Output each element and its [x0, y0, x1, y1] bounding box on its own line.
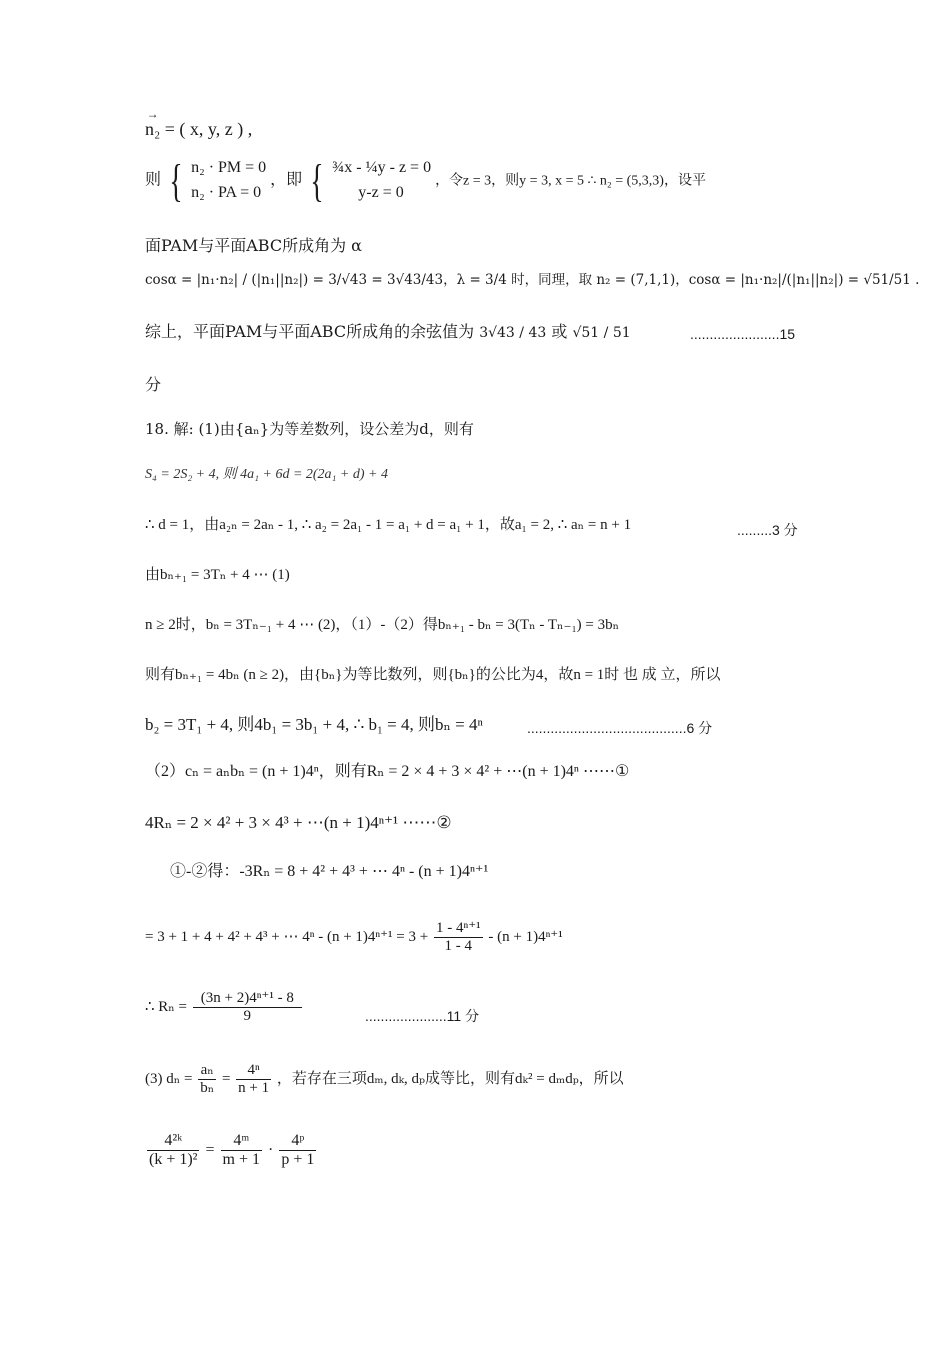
q18-line-13-tail: ，若存在三项dₘ, dₖ, dₚ成等比，则有dₖ² = dₘdₚ，所以	[276, 1071, 624, 1088]
multiply-dot: ·	[267, 1141, 274, 1159]
fraction-numerator: 1 - 4ⁿ⁺¹	[434, 920, 483, 938]
q18-line-5: n ≥ 2时，bₙ = 3Tₙ₋₁ + 4 ⋯ (2)，（1）-（2）得bₙ₊₁ - bₙ = 3(Tₙ - Tₙ₋₁) = 3bₙ	[145, 617, 620, 633]
q18-line-3: ∴ d = 1，由a₂ₙ = 2aₙ - 1, ∴ a₂ = 2a₁ - 1 = a₁ + d = a₁ + 1，故a₁ = 2, ∴ aₙ = n + 1	[145, 517, 632, 533]
fraction-denominator: p + 1	[281, 1151, 315, 1169]
fraction-numerator: 4ᵐ	[221, 1132, 262, 1151]
q18-header: 18. 解: (1)由{aₙ}为等差数列，设公差为d，则有	[145, 420, 474, 438]
q18-line-10: ①-②得：-3Rₙ = 8 + 4² + 4³ + ⋯ 4ⁿ - (n + 1)4ⁿ⁺¹	[170, 863, 489, 880]
fraction-denominator: (k + 1)²	[149, 1151, 198, 1169]
score-marker-3: .........3 分	[737, 522, 798, 538]
q18-line-11-tail: - (n + 1)4ⁿ⁺¹	[488, 929, 563, 946]
fraction-denominator: 1 - 4	[444, 938, 473, 955]
conclusion-line	[145, 322, 631, 343]
system-1-eq2: n₂ · PA = 0	[191, 183, 262, 201]
system-1-eq1: n₂ · PM = 0	[191, 159, 267, 176]
q18-line-8: （2）cₙ = aₙbₙ = (n + 1)4ⁿ，则有Rₙ = 2 × 4 + 3 × 4² + ⋯(n + 1)4ⁿ ⋯⋯①	[145, 763, 630, 780]
dn-fraction-1	[198, 1062, 216, 1098]
fraction-numerator: (3n + 2)4ⁿ⁺¹ - 8	[193, 990, 302, 1008]
equation-system-line	[145, 156, 706, 206]
q18-line-14	[145, 1132, 318, 1170]
dn-prefix: (3) dₙ =	[145, 1071, 193, 1088]
angle-definition: 面PAM与平面ABC所成角为 α	[145, 236, 362, 255]
system-label: 则	[145, 171, 162, 189]
q18-line-4: 由bₙ₊₁ = 3Tₙ + 4 ⋯ (1)	[145, 567, 290, 583]
system-1	[191, 156, 266, 206]
system-conclusion: ，令z = 3，则y = 3, x = 5 ∴ n₂ = (5,3,3)，设平	[435, 173, 706, 189]
equals-sign: =	[221, 1071, 231, 1088]
geometric-condition-fraction-3	[279, 1132, 316, 1170]
fraction-numerator: 4ᵖ	[279, 1132, 316, 1151]
fraction-denominator: n + 1	[238, 1080, 270, 1097]
system-2-eq2: y-z = 0	[358, 183, 404, 201]
q18-line-11-head: = 3 + 1 + 4 + 4² + 4³ + ⋯ 4ⁿ - (n + 1)4ⁿ⁺¹ = 3 +	[145, 929, 429, 946]
score-marker-6: .........................................6 分	[527, 720, 713, 736]
dn-fraction-2	[236, 1062, 271, 1098]
geometric-condition-fraction-2	[221, 1132, 262, 1170]
fraction-denominator: bₙ	[200, 1080, 215, 1097]
q18-line-6: 则有bₙ₊₁ = 4bₙ (n ≥ 2)，由{bₙ}为等比数列，则{bₙ}的公比为4，故n = 1时 也 成 立，所以	[145, 667, 721, 683]
score-marker-11: .....................11 分	[365, 1008, 480, 1024]
q18-line-9: 4Rₙ = 2 × 4² + 3 × 4³ + ⋯(n + 1)4ⁿ⁺¹ ⋯⋯②	[145, 813, 452, 832]
or-text: 或	[551, 322, 568, 341]
cos-value-1: 3√43 / 43	[479, 325, 547, 341]
fraction-numerator: 4²ᵏ	[147, 1132, 199, 1151]
left-brace-icon: {	[310, 154, 324, 206]
system-connector: ，即	[270, 171, 303, 189]
score-marker-15: .......................15	[690, 326, 796, 342]
equals-sign: =	[205, 1141, 215, 1159]
vector-n2-components: = ( x, y, z ) ,	[164, 119, 253, 139]
system-2	[332, 156, 431, 206]
q18-line-11	[145, 920, 563, 956]
fraction-denominator: m + 1	[222, 1151, 260, 1169]
q18-line-12	[145, 990, 304, 1026]
geometric-sum-fraction	[434, 920, 483, 956]
fraction-numerator: aₙ	[198, 1062, 216, 1080]
fraction-denominator: 9	[243, 1008, 252, 1025]
rn-fraction	[193, 990, 302, 1026]
score-unit: 分	[145, 375, 162, 394]
geometric-condition-fraction-1	[147, 1132, 199, 1170]
rn-prefix: ∴ Rₙ =	[145, 999, 187, 1016]
left-brace-icon: {	[169, 154, 183, 206]
cosine-computation: cosα = |n₁·n₂| / (|n₁||n₂|) = 3/√43 = 3√43/43，λ = 3/4 时，同理，取 n₂ = (7,1,1)，cosα = |n₁·n₂|/(|n₁||n₂|) = √51/51 .	[145, 272, 920, 288]
vector-n2-definition	[145, 118, 252, 141]
q18-line-2: S₄ = 2S₂ + 4, 则 4a₁ + 6d = 2(2a₁ + d) + 4	[145, 467, 388, 482]
conclusion-text: 综上，平面PAM与平面ABC所成角的余弦值为	[145, 322, 475, 341]
fraction-numerator: 4ⁿ	[236, 1062, 271, 1080]
q18-line-13	[145, 1062, 624, 1098]
cos-value-2: √51 / 51	[572, 325, 631, 341]
vector-n2-label: → n₂	[145, 118, 160, 141]
q18-line-7: b₂ = 3T₁ + 4, 则4b₁ = 3b₁ + 4, ∴ b₁ = 4, 则bₙ = 4ⁿ	[145, 715, 483, 734]
system-2-eq1: ¾x - ¼y - z = 0	[332, 159, 432, 176]
